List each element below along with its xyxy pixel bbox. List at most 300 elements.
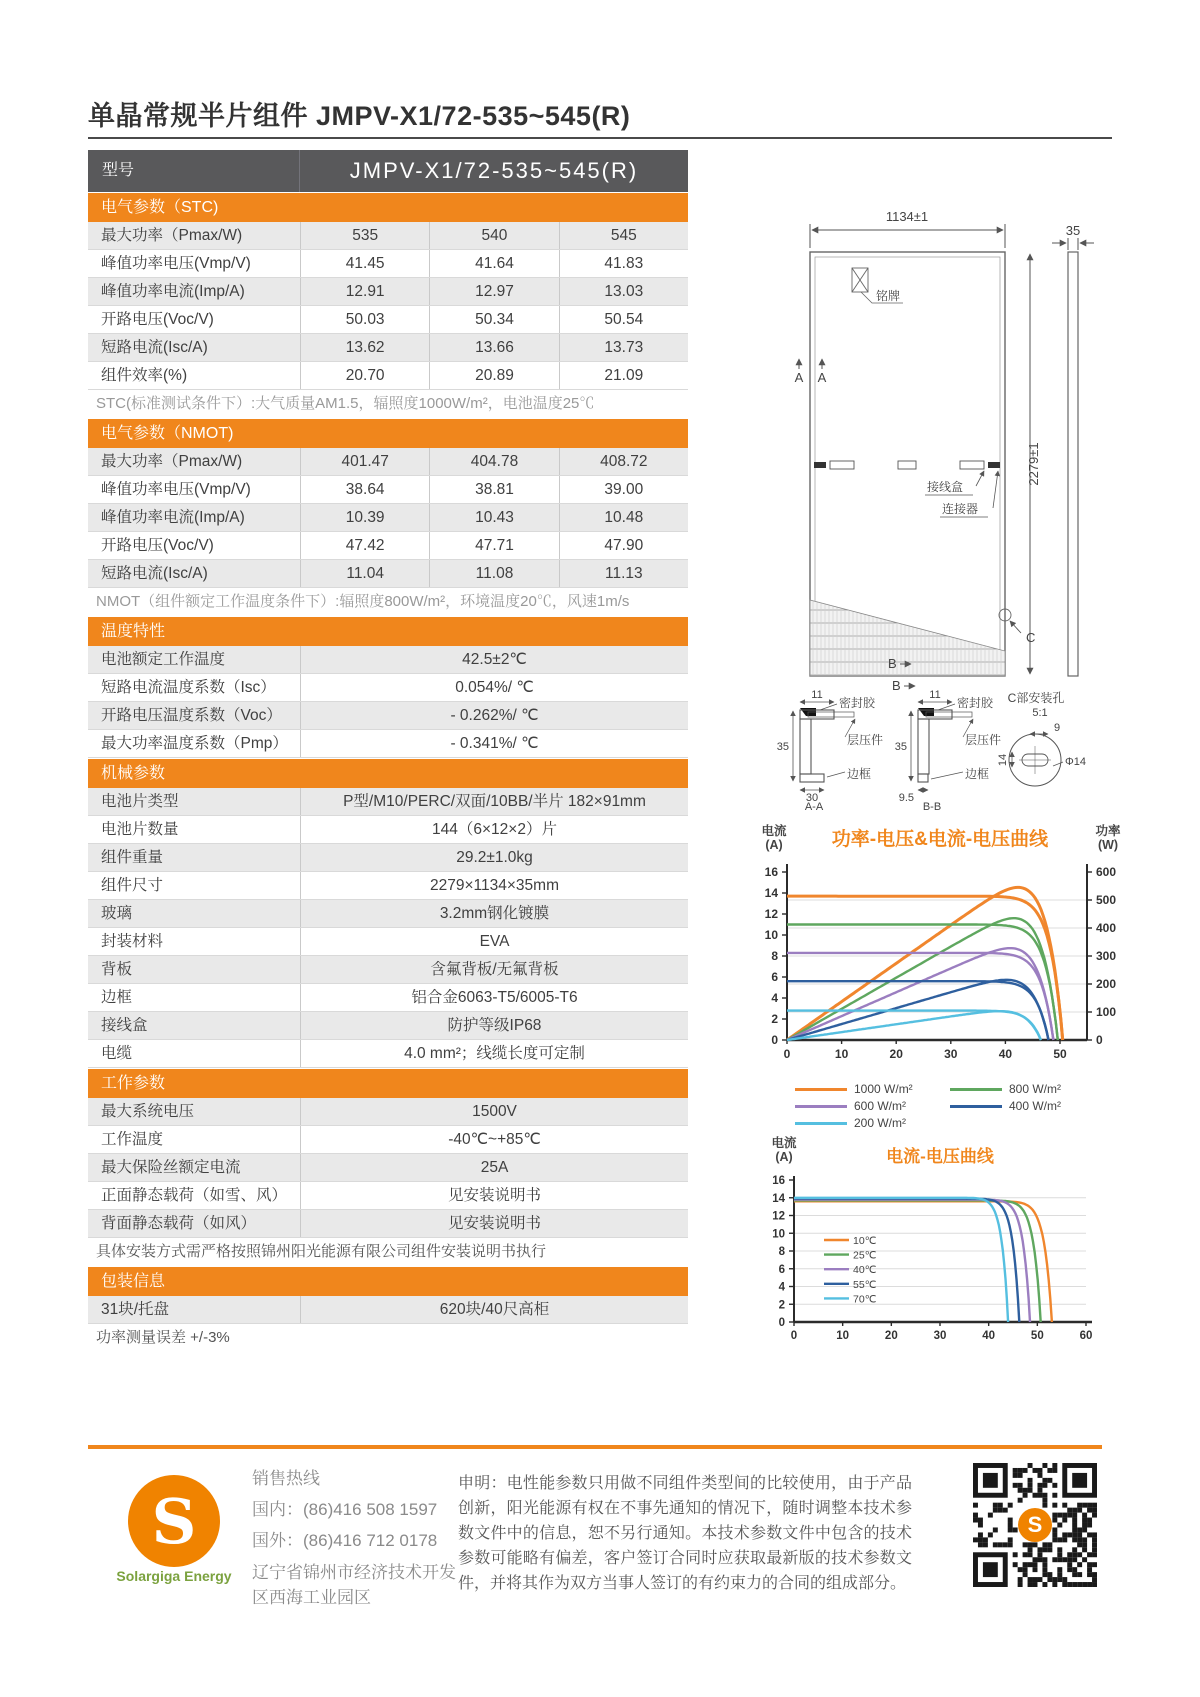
qr-module [1077,1532,1082,1537]
dim-phi14-label: Φ14 [1065,756,1087,768]
qr-module [1072,1547,1077,1552]
qr-module [1008,1503,1013,1508]
qr-module [1087,1582,1092,1587]
qr-module [1028,1552,1033,1557]
qr-module [978,1518,983,1523]
x-tick-label: 10 [834,1047,849,1061]
row-value: 47.71 [429,532,558,559]
dim-30-label: 30 [805,792,819,804]
qr-module [1067,1532,1072,1537]
qr-module [973,1518,978,1523]
table-row [88,956,688,984]
qr-module [1013,1483,1018,1488]
dim-14-label: 14 [997,753,1009,767]
legend-label: 10℃ [853,1235,877,1247]
qr-module [1057,1552,1062,1557]
row-value: 20.70 [300,362,429,389]
y-tick-label: 8 [778,1246,785,1258]
table-row [88,448,688,476]
table-row [88,1126,688,1154]
qr-module [1067,1513,1072,1518]
qr-module [1057,1567,1062,1572]
qr-module [1033,1542,1038,1547]
row-label: 峰值功率电流(Imp/A) [101,509,245,526]
y-tick-label: 2 [778,1299,785,1312]
y-tick-label: 12 [772,1210,785,1223]
qr-module [1052,1483,1057,1488]
qr-module [1008,1527,1013,1532]
row-label: 电池片数量 [101,821,179,838]
qr-module [1062,1513,1067,1518]
laminate-label: 层压件 [847,733,884,747]
sealant-label: 密封胶 [957,696,994,710]
legend-item [795,1099,950,1113]
cell-area [810,600,1005,676]
qr-module [1018,1488,1023,1493]
iv-chart-title: 电流-电压曲线 [886,1147,994,1166]
table-row [88,816,688,844]
qr-module [1082,1513,1087,1518]
qr-module [1077,1503,1082,1508]
dim-35-label: 35 [894,741,907,753]
qr-module [1077,1582,1082,1587]
y-tick-label: 600 [1096,865,1117,879]
row-label: 峰值功率电压(Vmp/V) [101,481,251,498]
qr-module [1072,1508,1077,1513]
hotline-domestic: 国内：(86)416 508 1597 [252,1500,438,1519]
y-tick-label: 100 [1096,1005,1117,1019]
qr-module [1047,1572,1052,1577]
legend-swatch [950,1088,1002,1091]
legend-label: 25℃ [853,1249,877,1262]
row-value: 4.0 mm²；线缆长度可定制 [300,1040,688,1067]
thickness-dimension [1052,238,1094,250]
row-value: 10.39 [300,504,429,531]
qr-module [1092,1503,1097,1508]
y-tick-label: 400 [1096,921,1117,935]
qr-module [1082,1523,1087,1528]
qr-module [983,1537,988,1542]
row-label: 31块/托盘 [101,1301,170,1318]
qr-module [1003,1508,1008,1513]
qr-module [1067,1508,1072,1513]
row-value: 47.90 [559,532,688,559]
qr-module [998,1503,1003,1508]
row-value: 39.00 [559,476,688,503]
row-value: 11.08 [429,560,558,587]
row-value: 540 [429,222,558,249]
row-value: 10.43 [429,504,558,531]
x-tick-label: 0 [783,1047,791,1061]
qr-module [1042,1542,1047,1547]
y-tick-label: 16 [764,865,778,879]
qr-module [1028,1562,1033,1567]
qr-module [1023,1552,1028,1557]
y-tick-label: 10 [772,1228,785,1241]
qr-module [1067,1582,1072,1587]
model-header-row [88,150,688,192]
qr-module [1082,1547,1087,1552]
dim-height-label: 2279±1 [1026,442,1041,486]
qr-module [1033,1567,1038,1572]
qr-module [1037,1488,1042,1493]
iv-temp-curve [794,1200,1030,1323]
qr-module [983,1542,988,1547]
panel-side-view [1068,252,1078,676]
iv-temp-curve [794,1199,1019,1322]
qr-module [1082,1503,1087,1508]
table-row [88,250,688,278]
x-tick-label: 10 [836,1330,850,1342]
mark-b-label: B [892,678,901,693]
qr-module [973,1513,978,1518]
qr-module [1072,1532,1077,1537]
qr-module [1057,1557,1062,1562]
qr-module [1013,1562,1018,1567]
row-value: 408.72 [559,448,688,475]
qr-module [1023,1488,1028,1493]
row-label: 封装材料 [101,933,164,950]
qr-module [1052,1557,1057,1562]
row-value: 铝合金6063-T5/6005-T6 [300,984,688,1011]
row-value: 47.42 [300,532,429,559]
y-tick-label: 16 [772,1175,785,1187]
row-value: -40℃~+85℃ [300,1126,688,1153]
qr-module [1018,1483,1023,1488]
qr-module [1062,1577,1067,1582]
row-value: 13.62 [300,334,429,361]
section-note-packaging: 功率测量误差 +/-3% [96,1329,230,1346]
legend-label: 70℃ [853,1293,877,1306]
table-row [88,476,688,504]
y-tick-label: 500 [1096,893,1117,907]
mount-hole-detail [1009,734,1063,786]
c-leader [1010,621,1021,633]
qr-module [1052,1503,1057,1508]
row-label: 最大功率温度系数（Pmp） [101,735,288,752]
section-header-temperature: 温度特性 [88,617,688,646]
qr-module [1018,1468,1023,1473]
mark-c-label: C [1026,630,1036,645]
row-value: - 0.262%/ ℃ [300,702,688,729]
qr-module [973,1503,978,1508]
qr-module [1057,1547,1062,1552]
left-axis-text: 电流 [761,824,787,838]
qr-module [1062,1582,1067,1587]
iv-temp-curve [794,1198,1008,1322]
row-value: 见安装说明书 [300,1210,688,1237]
y-tick-label: 6 [778,1263,785,1276]
x-tick-label: 50 [1030,1330,1044,1342]
table-row [88,788,688,816]
nameplate-label: 铭牌 [876,289,901,303]
qr-module [1057,1513,1062,1518]
qr-module [1028,1582,1033,1587]
row-label: 背板 [101,961,133,978]
dim-95-label: 9.5 [898,792,914,804]
qr-module [1087,1508,1092,1513]
qr-module [993,1542,998,1547]
qr-module [1052,1527,1057,1532]
row-value: 3.2mm钢化镀膜 [300,900,688,927]
qr-module [1003,1542,1008,1547]
disclaimer-text: 申明：电性能参数只用做不同组件类型间的比较使用，由于产品创新，阳光能源有权在不事先通知的情况下，随时调整本技术参数文件中的信息，恕不另行通知。本技术参数文件中包含的技术参数可能略有偏差，客户签订合同时应获取最新版的技术参数文件，并将其作为双方当事人签订的有约束力的合同的组成部分。 [458,1475,912,1592]
qr-module [1047,1542,1052,1547]
qr-module [1033,1493,1038,1498]
row-value: 50.54 [559,306,688,333]
row-value: 25A [300,1154,688,1181]
qr-module [1028,1478,1033,1483]
row-label: 最大功率（Pmax/W) [101,227,243,244]
qr-module [1062,1518,1067,1523]
qr-module [1033,1562,1038,1567]
qr-module [1013,1527,1018,1532]
qr-module [1092,1547,1097,1552]
caption-bb: B-B [922,801,942,812]
legend-label: 55℃ [853,1278,877,1291]
company-logo [128,1475,220,1567]
table-row [88,984,688,1012]
qr-module [1072,1567,1077,1572]
row-value: 50.03 [300,306,429,333]
model-value: JMPV-X1/72-535~545(R) [349,158,639,183]
table-row [88,730,688,758]
qr-module [1062,1557,1067,1562]
y-tick-label: 0 [778,1317,785,1329]
row-label: 电池额定工作温度 [101,651,226,668]
table-row [88,334,688,362]
qr-module [1072,1537,1077,1542]
y-tick-label: 14 [772,1192,785,1205]
row-label: 背面静态载荷（如风） [101,1215,257,1232]
qr-module [993,1508,998,1513]
table-row [88,532,688,560]
y-tick-label: 200 [1096,977,1117,991]
y-tick-label: 12 [764,907,778,921]
frame-label: 边框 [847,767,872,781]
legend-item [950,1099,1105,1113]
row-value: 2279×1134×35mm [300,872,688,899]
qr-module [978,1523,983,1528]
qr-module [978,1537,983,1542]
row-value: 21.09 [559,362,688,389]
qr-module [1037,1473,1042,1478]
x-tick-label: 40 [998,1047,1013,1061]
qr-module [1077,1527,1082,1532]
qr-module [1092,1572,1097,1577]
row-value: EVA [300,928,688,955]
row-value: 20.89 [429,362,558,389]
qr-module [1077,1552,1082,1557]
row-label: 最大系统电压 [101,1103,195,1120]
x-tick-label: 40 [982,1330,996,1342]
section-a-label: A [817,370,827,385]
section-header-working: 工作参数 [88,1069,688,1098]
row-value: 1500V [300,1098,688,1125]
row-value: P型/M10/PERC/双面/10BB/半片 182×91mm [300,788,688,815]
row-value: - 0.341%/ ℃ [300,730,688,757]
row-value: 0.054%/ ℃ [300,674,688,701]
qr-module [1042,1572,1047,1577]
qr-module [1028,1463,1033,1468]
qr-module [1082,1582,1087,1587]
left-axis-unit: (A) [765,838,783,852]
section-note-working: 具体安装方式需严格按照锦州阳光能源有限公司组件安装说明书执行 [96,1243,547,1260]
qr-module [1087,1523,1092,1528]
x-tick-label: 60 [1079,1330,1093,1342]
junction-box-label: 接线盒 [927,480,964,494]
pv-curve [787,948,1053,1040]
contact-block [252,1463,468,1610]
section-note-nmot: NMOT（组件额定工作温度条件下）:辐照度800W/m²，环境温度20℃，风速1m/s [96,593,630,610]
y-tick-label: 0 [1096,1033,1103,1047]
qr-module [1037,1577,1042,1582]
qr-module [1023,1468,1028,1473]
row-label: 组件效率(%) [101,367,188,384]
company-address: 辽宁省锦州市经济技术开发区西海工业园区 [252,1563,456,1607]
pv-iv-chart-title: 功率-电压&电流-电压曲线 [831,829,1049,850]
qr-module [1072,1557,1077,1562]
qr-module [1018,1567,1023,1572]
legend-label: 800 W/m² [1009,1082,1062,1096]
qr-module [1087,1518,1092,1523]
connector-label: 连接器 [942,502,979,516]
row-label: 电池片类型 [101,793,179,810]
qr-module [1042,1567,1047,1572]
qr-module [1092,1542,1097,1547]
qr-module [1062,1503,1067,1508]
table-row [88,674,688,702]
iv-chart [715,1168,1125,1348]
qr-module [1092,1577,1097,1582]
qr-module [1023,1572,1028,1577]
technical-drawing [700,180,1120,812]
qr-module [1077,1542,1082,1547]
dim-width-label: 1134±1 [885,209,929,224]
mark-b-label: B [888,656,897,671]
row-label: 短路电流温度系数（Isc） [101,679,276,696]
row-value: 41.83 [559,250,688,277]
table-row [88,1012,688,1040]
qr-module [1037,1557,1042,1562]
qr-module [1008,1518,1013,1523]
qr-module [1072,1473,1087,1488]
qr-module [1082,1518,1087,1523]
qr-module [988,1513,993,1518]
row-value: 38.81 [429,476,558,503]
qr-module [1018,1582,1023,1587]
row-label: 接线盒 [101,1017,148,1034]
qr-module [1033,1582,1038,1587]
legend-swatch [795,1088,847,1091]
qr-module [1033,1577,1038,1582]
qr-module [1028,1483,1033,1488]
qr-module [993,1503,998,1508]
row-label: 最大保险丝额定电流 [101,1159,241,1176]
row-label: 开路电压温度系数（Voc） [101,707,282,724]
qr-module [1087,1567,1092,1572]
qr-module [1082,1537,1087,1542]
qr-module [1082,1557,1087,1562]
row-value: 38.64 [300,476,429,503]
table-row [88,362,688,390]
qr-module [1047,1478,1052,1483]
qr-module [1087,1532,1092,1537]
row-value: 10.48 [559,504,688,531]
qr-module [1018,1577,1023,1582]
row-label: 短路电流(Isc/A) [101,339,208,356]
row-value: 13.66 [429,334,558,361]
row-label: 短路电流(Isc/A) [101,565,208,582]
row-value: 404.78 [429,448,558,475]
table-row [88,560,688,588]
qr-module [1047,1577,1052,1582]
legend-item [795,1082,950,1096]
qr-module [1087,1552,1092,1557]
iv-curve [787,953,1053,1040]
page-title: 单晶常规半片组件 JMPV-X1/72-535~545(R) [88,101,631,131]
laminate-label: 层压件 [965,733,1002,747]
qr-module [1077,1562,1082,1567]
qr-module [1067,1557,1072,1562]
y-tick-label: 10 [764,928,778,942]
x-tick-label: 30 [933,1330,947,1342]
qr-module [1087,1562,1092,1567]
qr-module [1057,1577,1062,1582]
row-value: 401.47 [300,448,429,475]
qr-module [1042,1478,1047,1483]
qr-module [1052,1463,1057,1468]
qr-center-logo: S [1018,1508,1052,1542]
y-tick-label: 8 [771,949,778,963]
qr-module [1008,1537,1013,1542]
row-label: 最大功率（Pmax/W) [101,453,243,470]
table-row [88,504,688,532]
qr-module [1047,1468,1052,1473]
row-label: 组件尺寸 [101,877,164,894]
table-row [88,306,688,334]
row-value: 144（6×12×2）片 [300,816,688,843]
row-value: 12.97 [429,278,558,305]
qr-module [998,1542,1003,1547]
row-value: 含氟背板/无氟背板 [300,956,688,983]
dim-11-label: 11 [929,689,941,701]
qr-module [1047,1547,1052,1552]
qr-module [1042,1582,1047,1587]
table-row [88,872,688,900]
left-axis-unit: (A) [775,1150,793,1164]
qr-module [1008,1542,1013,1547]
model-label: 型号 [88,150,300,192]
qr-module [1072,1552,1077,1557]
table-row [88,900,688,928]
row-label: 电缆 [101,1045,133,1062]
qr-module [1072,1527,1077,1532]
qr-module [1052,1493,1057,1498]
row-value: 13.03 [559,278,688,305]
dim-thickness-label: 35 [1065,223,1081,238]
y-tick-label: 2 [771,1012,778,1026]
width-dimension [810,224,1005,248]
qr-module [1087,1503,1092,1508]
qr-module [1013,1468,1018,1473]
hole-scale-label: 5:1 [1032,707,1048,719]
qr-code [973,1463,1097,1587]
qr-module [1067,1562,1072,1567]
section-a-label: A [794,370,804,385]
row-value: 41.64 [429,250,558,277]
row-value: 11.13 [559,560,688,587]
